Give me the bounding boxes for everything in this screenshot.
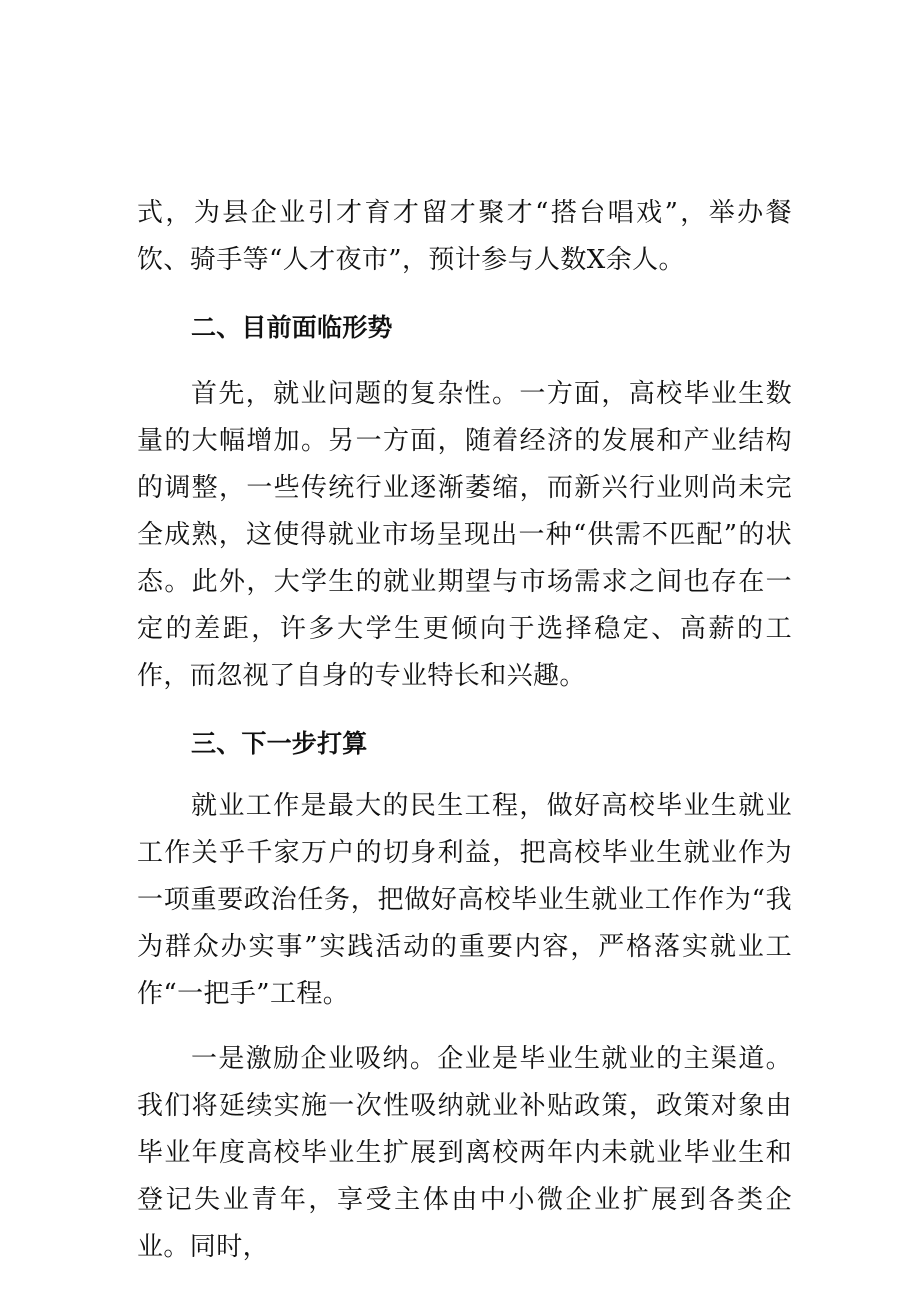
section-heading-current-situation: 二、目前面临形势 xyxy=(191,313,393,342)
intro-paragraph: 式，为县企业引才育才留才聚才“搭台唱戏”，举办餐饮、骑手等“人才夜市”，预计参与人数X余人。 xyxy=(137,198,792,275)
situation-paragraph: 首先，就业问题的复杂性。一方面，高校毕业生数量的大幅增加。另一方面，随着经济的发展和产业结构的调整，一些传统行业逐渐萎缩，而新兴行业则尚未完全成熟，这使得就业市场呈现出一种“供需不匹配”的状态。此外，大学生的就业期望与市场需求之间也存在一定的差距，许多大学生更倾向于选择稳定、高薪的工作，而忽视了自身的专业特长和兴趣。 xyxy=(137,379,792,691)
document-page xyxy=(137,190,792,1271)
next-steps-paragraph-2: 一是激励企业吸纳。企业是毕业生就业的主渠道。我们将延续实施一次性吸纳就业补贴政策，政策对象由毕业年度高校毕业生扩展到离校两年内未就业毕业生和登记失业青年，享受主体由中小微企业扩展到各类企业。同时， xyxy=(137,1044,792,1262)
next-steps-paragraph-1: 就业工作是最大的民生工程，做好高校毕业生就业工作关乎千家万户的切身利益，把高校毕业生就业作为一项重要政治任务，把做好高校毕业生就业工作作为“我为群众办实事”实践活动的重要内容，严格落实就业工作“一把手”工程。 xyxy=(137,791,792,1009)
section-heading-next-steps: 三、下一步打算 xyxy=(191,729,368,758)
